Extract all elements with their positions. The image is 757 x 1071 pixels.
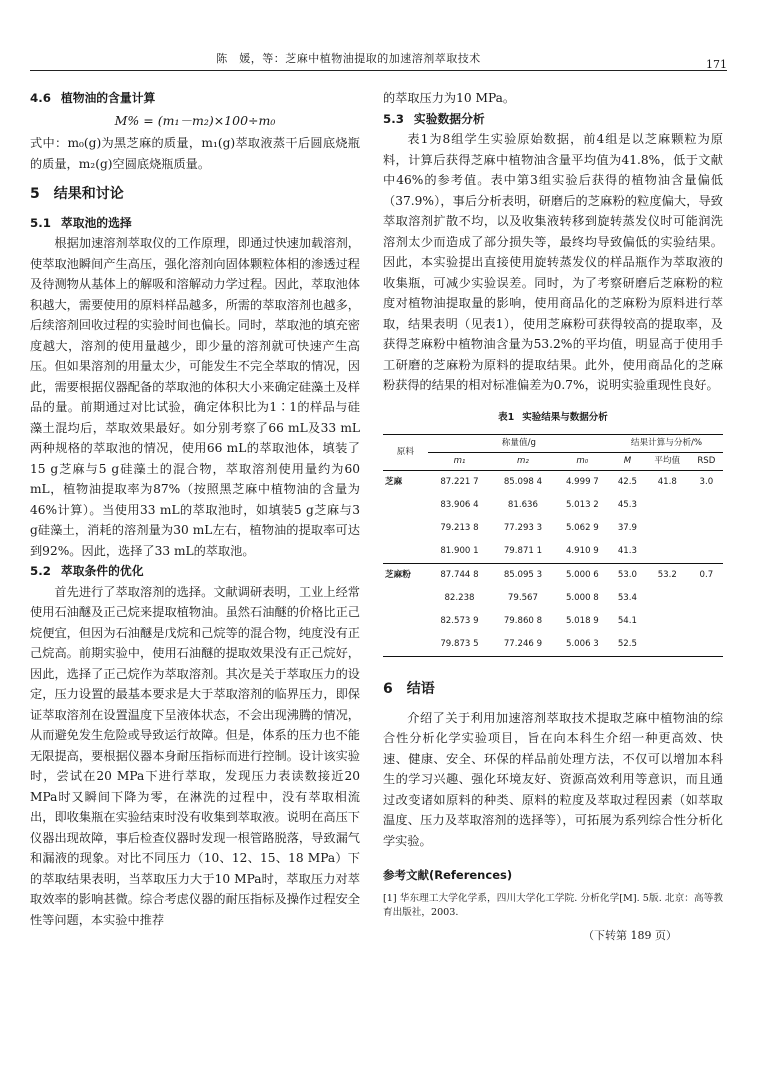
group-label: 芝麻 bbox=[385, 477, 403, 487]
table-cell: 77.246 9 bbox=[503, 639, 543, 649]
table-cell: 77.293 3 bbox=[503, 523, 543, 533]
col-header: m₁ bbox=[453, 456, 466, 466]
right-column bbox=[383, 88, 723, 946]
col-header-material: 原料 bbox=[383, 435, 428, 471]
table-cell: 83.906 4 bbox=[440, 500, 479, 510]
table-cell: 0.7 bbox=[699, 570, 714, 580]
paragraph-5-1: 根据加速溶剂萃取仪的工作原理，即通过快速加载溶剂，使萃取池瞬间产生高压，强化溶剂向固体颗粒体相的渗透过程及待测物从基体上的解吸和溶解动力学过程。因此，萃取池体积越大，需要使用的原料样品越多，所需的萃取溶剂也越多，后续溶剂回收过程的实验时间也偏长。同时，萃取池的填充密度越大，溶剂的使用量越少，即少量的溶剂就可快速产生高压。但如果溶剂的用量太少，可能发生不完全萃取的情况，因此，需要根据仪器配备的萃取池的体积大小来确定硅藻土及样品的量。前期通过对比试验，确定体积比为1∶1的样品与硅藻土混均后，萃取效果最好。如分别考察了66 mL及33 mL两种规格的萃取池的情况，使用66 mL的萃取池体，填装了15 g芝麻与5 g硅藻土的混合物，萃取溶剂使用量约为60 mL，植物油提取率为87%（按照黑芝麻中植物油的含量为46%计算）。当使用33 mL的萃取池时，如填装5 g芝麻与3 g硅藻土，消耗的溶剂量为30 mL左右，植物油的提取率可达到92%。因此，选择了33 mL的萃取池。 bbox=[30, 236, 360, 558]
table-row bbox=[383, 564, 723, 588]
table-cell: 79.213 8 bbox=[440, 523, 479, 533]
paragraph-5-2-continued: 的萃取压力为10 MPa。 bbox=[383, 91, 516, 105]
table-row bbox=[383, 517, 723, 540]
formula: M% = (m₁－m₂)×100÷m₀ bbox=[114, 112, 276, 128]
table-row bbox=[383, 633, 723, 657]
table-cell: 54.1 bbox=[617, 616, 637, 626]
section-5-1-heading: 5.1 萃取池的选择 bbox=[30, 215, 132, 230]
group-label: 芝麻粉 bbox=[385, 570, 411, 580]
section-4-6-heading: 4.6 植物油的含量计算 bbox=[30, 91, 156, 105]
col-group-weight: 称量值/g bbox=[428, 435, 610, 453]
table-1 bbox=[383, 408, 723, 658]
table-cell: 4.910 9 bbox=[565, 546, 599, 556]
col-group-calc: 结果计算与分析/% bbox=[610, 435, 723, 453]
section-5-3-heading: 5.3 实验数据分析 bbox=[383, 111, 485, 126]
section-5-heading: 5 结果和讨论 bbox=[30, 186, 124, 202]
table-cell: 45.3 bbox=[617, 500, 637, 510]
table-row bbox=[383, 587, 723, 610]
paragraph-5-3: 表1为8组学生实验原始数据，前4组是以芝麻颗粒为原料，计算后获得芝麻中植物油含量平均值为41.8%，低于文献中46%的参考值。表中第3组实验后获得的植物油含量偏低（37.9%），事后分析表明，研磨后的芝麻粉的粒度偏大，导致萃取溶剂扩散不均，以及收集液转移到旋转蒸发仪时可能润洗溶剂太少而造成了部分损失等，最终均导致偏低的实验结果。因此，本实验提出直接使用旋转蒸发仪的样品瓶作为萃取液的收集瓶，可减少实验误差。同时，为了考察研磨后芝麻粉的粒度对植物油提取量的影响，使用商品化的芝麻粉为原料进行萃取，结果表明（见表1），使用芝麻粉可获得较高的提取率，及获得芝麻粉中植物油含量为53.2%的平均值，明显高于使用手工研磨的芝麻粉为原料的提取结果。此外，使用商品化的芝麻粉获得的结果的相对标准偏差为0.7%，说明实验重现性良好。 bbox=[383, 132, 723, 392]
table-cell: 5.062 9 bbox=[565, 523, 599, 533]
table-cell: 5.013 2 bbox=[565, 500, 599, 510]
table-cell: 87.221 7 bbox=[440, 477, 479, 487]
table-cell: 85.098 4 bbox=[503, 477, 543, 487]
section-5-2-heading: 5.2 萃取条件的优化 bbox=[30, 564, 144, 578]
paragraph-6: 介绍了关于利用加速溶剂萃取技术提取芝麻中植物油的综合性分析化学实验项目，旨在向本科生介绍一种更高效、快速、健康、安全、环保的样品前处理方法，不仅可以增加本科生的学习兴趣、强化环境友好、资源高效利用等意识，而且通过改变诸如原料的种类、原料的粒度及萃取过程因素（如萃取温度、压力及萃取溶剂的选择等），可拓展为系列综合性分析化学实验。 bbox=[383, 710, 723, 848]
table-cell: 79.567 bbox=[507, 593, 538, 603]
table-cell: 79.873 5 bbox=[440, 639, 479, 649]
section-6-heading: 6 结语 bbox=[383, 681, 435, 697]
table-cell: 5.000 8 bbox=[565, 593, 599, 603]
table-cell: 82.573 9 bbox=[440, 616, 479, 626]
table-cell: 53.4 bbox=[617, 593, 637, 603]
formula-note: 式中：m₀(g)为黑芝麻的质量，m₁(g)萃取液蒸干后圆底烧瓶的质量，m₂(g)空圆底烧瓶质量。 bbox=[30, 136, 360, 171]
table-cell: 41.8 bbox=[657, 477, 677, 487]
paragraph-5-2: 首先进行了萃取溶剂的选择。文献调研表明，工业上经常使用石油醚及正己烷来提取植物油。虽然石油醚的价格比正己烷便宜，但因为石油醚是戊烷和己烷等的混合物，纯度没有正己烷高。前期实验中，使用石油醚的提取效果没有正己烷好，因此，选择了正己烷作为萃取溶剂。其次是关于萃取压力的设定，压力设置的最基本要求是大于萃取溶剂的临界压力，即保证萃取溶剂在设置温度下呈液体状态，不会出现沸腾的情况，从而避免发生危险或导致运行故障。但是，体系的压力也不能无限提高，要根据仪器本身耐压指标而进行控制。设计该实验时，尝试在20 MPa下进行萃取，发现压力表读数接近20 MPa时又瞬间下降为零，在淋洗的过程中，没有萃取相流出，即收集瓶在实验结束时没有收集到萃取液。说明在高压下仪器出现故障，事后检查仪器时发现一根管路脱落，导致漏气和漏液的现象。对比不同压力（10、12、15、18 MPa）下的萃取结果表明，当萃取压力大于10 MPa时，萃取压力对萃取效率的影响甚微。综合考虑仪器的耐压指标及操作过程安全性等问题，本实验中推荐 bbox=[30, 584, 360, 927]
table-cell: 41.3 bbox=[617, 546, 637, 556]
table-cell: 4.999 7 bbox=[565, 477, 599, 487]
table-row bbox=[383, 610, 723, 633]
running-head: 陈 媛，等：芝麻中植物油提取的加速溶剂萃取技术 bbox=[216, 52, 481, 65]
table-cell: 37.9 bbox=[617, 523, 637, 533]
table-cell: 79.860 8 bbox=[503, 616, 543, 626]
reference-item: [1] 华东理工大学化学系，四川大学化工学院. 分析化学[M]. 5版. 北京：高等教育出版社，2003. bbox=[383, 892, 723, 918]
table-cell: 3.0 bbox=[699, 477, 714, 487]
table-row bbox=[383, 540, 723, 564]
col-header: 平均值 bbox=[654, 456, 681, 466]
table-cell: 82.238 bbox=[444, 593, 475, 603]
table-caption: 表1 实验结果与数据分析 bbox=[498, 411, 608, 423]
page-number: 171 bbox=[706, 58, 727, 71]
table-cell: 85.095 3 bbox=[503, 570, 543, 580]
table-cell: 5.006 3 bbox=[565, 639, 599, 649]
table-cell: 81.636 bbox=[507, 500, 538, 510]
col-header: m₀ bbox=[576, 456, 589, 466]
table-cell: 52.5 bbox=[617, 639, 637, 649]
table-cell: 5.018 9 bbox=[565, 616, 599, 626]
table-cell: 53.2 bbox=[657, 570, 677, 580]
table-cell: 79.871 1 bbox=[503, 546, 543, 556]
table-cell: 5.000 6 bbox=[565, 570, 599, 580]
table-cell: 42.5 bbox=[617, 477, 637, 487]
table-row bbox=[383, 471, 723, 495]
col-header: RSD bbox=[697, 456, 716, 466]
col-header: M bbox=[623, 456, 632, 466]
continued-note: （下转第 189 页） bbox=[583, 928, 677, 942]
results-table bbox=[383, 434, 723, 657]
table-cell: 53.0 bbox=[617, 570, 637, 580]
col-header: m₂ bbox=[517, 456, 529, 466]
table-row bbox=[383, 494, 723, 517]
table-cell: 81.900 1 bbox=[440, 546, 479, 556]
table-cell: 87.744 8 bbox=[440, 570, 479, 580]
page-header bbox=[30, 36, 727, 71]
left-column bbox=[30, 88, 360, 930]
references-heading: 参考文献(References) bbox=[383, 868, 513, 882]
